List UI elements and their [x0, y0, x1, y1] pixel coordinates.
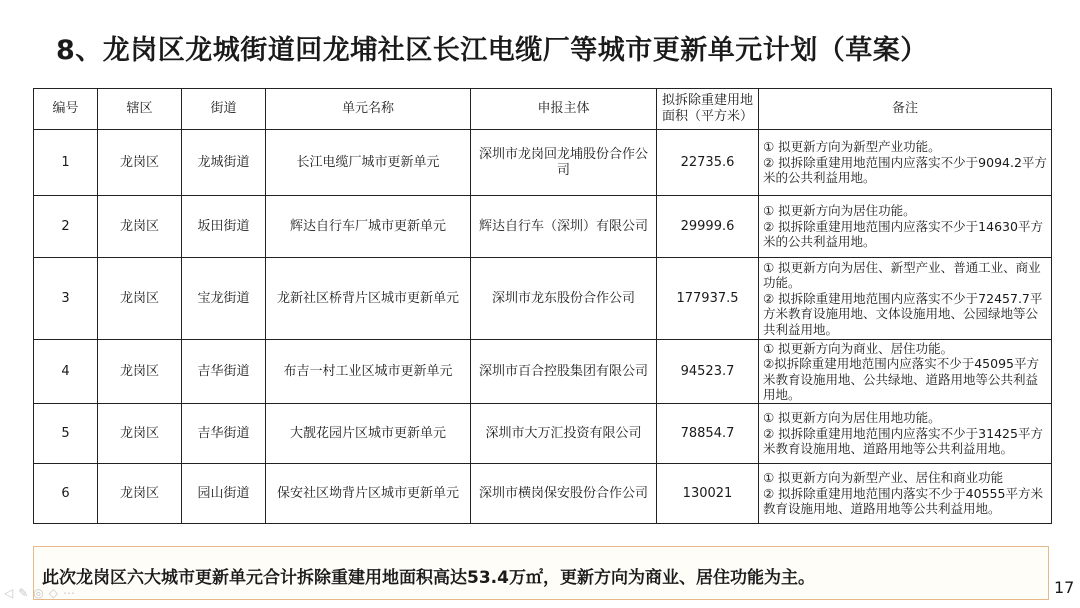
cell-area: 130021: [657, 464, 759, 524]
cell-district: 龙岗区: [98, 404, 182, 464]
cell-area: 22735.6: [657, 130, 759, 196]
summary-box: [33, 546, 1049, 600]
cell-unit-name: 保安社区坳背片区城市更新单元: [266, 464, 471, 524]
page-number: 17: [1054, 578, 1075, 597]
cell-district: 龙岗区: [98, 196, 182, 258]
note-line: ② 拟拆除重建用地范围内落实不少于40555平方米教育设施用地、道路用地等公共利益用地。: [763, 485, 1043, 517]
summary-text: 此次龙岗区六大城市更新单元合计拆除重建用地面积高达53.4万㎡，更新方向为商业、居住功能为主。: [42, 568, 815, 588]
renewal-plan-table: [33, 88, 1052, 524]
eraser-icon[interactable]: ◇: [48, 586, 59, 600]
header-notes: 备注: [759, 89, 1052, 130]
table-header-row: [34, 89, 1052, 130]
menu-icon[interactable]: ⋯: [63, 586, 76, 600]
cell-street: 坂田街道: [182, 196, 266, 258]
highlighter-icon[interactable]: ◎: [33, 586, 44, 600]
header-applicant: 申报主体: [471, 89, 657, 130]
cell-notes: [759, 340, 1052, 404]
cell-district: 龙岗区: [98, 258, 182, 340]
table-row: [34, 196, 1052, 258]
arrow-icon[interactable]: ◁: [4, 586, 14, 600]
header-district: 辖区: [98, 89, 182, 130]
cell-notes: [759, 258, 1052, 340]
header-number: 编号: [34, 89, 98, 130]
table-row: [34, 258, 1052, 340]
cell-area: 177937.5: [657, 258, 759, 340]
note-line: ① 拟更新方向为商业、居住功能。: [763, 340, 954, 356]
note-line: ① 拟更新方向为居住、新型产业、普通工业、商业功能。: [763, 259, 1041, 291]
header-area: 拟拆除重建用地面积（平方米）: [657, 89, 759, 130]
table-row: [34, 464, 1052, 524]
cell-applicant: 深圳市横岗保安股份合作公司: [471, 464, 657, 524]
cell-number: 2: [34, 196, 98, 258]
cell-unit-name: 布吉一村工业区城市更新单元: [266, 340, 471, 404]
cell-notes: [759, 404, 1052, 464]
note-line: ② 拟拆除重建用地范围内应落实不少于72457.7平方米教育设施用地、文体设施用地、公园绿地等公共利益用地。: [763, 290, 1043, 337]
slideshow-toolbar: [4, 586, 75, 600]
cell-number: 1: [34, 130, 98, 196]
cell-notes: [759, 464, 1052, 524]
cell-unit-name: 长江电缆厂城市更新单元: [266, 130, 471, 196]
cell-notes: [759, 130, 1052, 196]
note-line: ① 拟更新方向为新型产业、居住和商业功能: [763, 470, 1004, 486]
page-title: 8、龙岗区龙城街道回龙埔社区长江电缆厂等城市更新单元计划（草案）: [56, 35, 928, 66]
cell-unit-name: 辉达自行车厂城市更新单元: [266, 196, 471, 258]
cell-street: 园山街道: [182, 464, 266, 524]
note-line: ① 拟更新方向为居住用地功能。: [763, 410, 941, 426]
cell-applicant: 深圳市龙岗回龙埔股份合作公司: [471, 130, 657, 196]
header-unit-name: 单元名称: [266, 89, 471, 130]
cell-area: 78854.7: [657, 404, 759, 464]
cell-number: 4: [34, 340, 98, 404]
cell-street: 吉华街道: [182, 404, 266, 464]
note-line: ②拟拆除重建用地范围内应落实不少于45095平方米教育设施用地、公共绿地、道路用地等公共利益用地。: [763, 356, 1039, 402]
cell-number: 5: [34, 404, 98, 464]
cell-notes: [759, 196, 1052, 258]
table-row: [34, 340, 1052, 404]
note-line: ② 拟拆除重建用地范围内应落实不少于9094.2平方米的公共利益用地。: [763, 154, 1047, 186]
cell-number: 6: [34, 464, 98, 524]
cell-street: 龙城街道: [182, 130, 266, 196]
cell-street: 吉华街道: [182, 340, 266, 404]
note-line: ② 拟拆除重建用地范围内应落实不少于31425平方米教育设施用地、道路用地等公共利益用地。: [763, 425, 1043, 457]
cell-district: 龙岗区: [98, 340, 182, 404]
pen-icon[interactable]: ✎: [18, 586, 29, 600]
cell-applicant: 辉达自行车（深圳）有限公司: [471, 196, 657, 258]
cell-unit-name: 大靓花园片区城市更新单元: [266, 404, 471, 464]
table-row: [34, 130, 1052, 196]
cell-area: 94523.7: [657, 340, 759, 404]
cell-district: 龙岗区: [98, 130, 182, 196]
cell-district: 龙岗区: [98, 464, 182, 524]
cell-unit-name: 龙新社区桥背片区城市更新单元: [266, 258, 471, 340]
header-street: 街道: [182, 89, 266, 130]
note-line: ① 拟更新方向为居住功能。: [763, 203, 916, 219]
cell-applicant: 深圳市龙东股份合作公司: [471, 258, 657, 340]
cell-number: 3: [34, 258, 98, 340]
table-row: [34, 404, 1052, 464]
cell-applicant: 深圳市百合控股集团有限公司: [471, 340, 657, 404]
cell-applicant: 深圳市大万汇投资有限公司: [471, 404, 657, 464]
cell-area: 29999.6: [657, 196, 759, 258]
note-line: ① 拟更新方向为新型产业功能。: [763, 139, 941, 155]
note-line: ② 拟拆除重建用地范围内应落实不少于14630平方米的公共利益用地。: [763, 218, 1043, 250]
cell-street: 宝龙街道: [182, 258, 266, 340]
